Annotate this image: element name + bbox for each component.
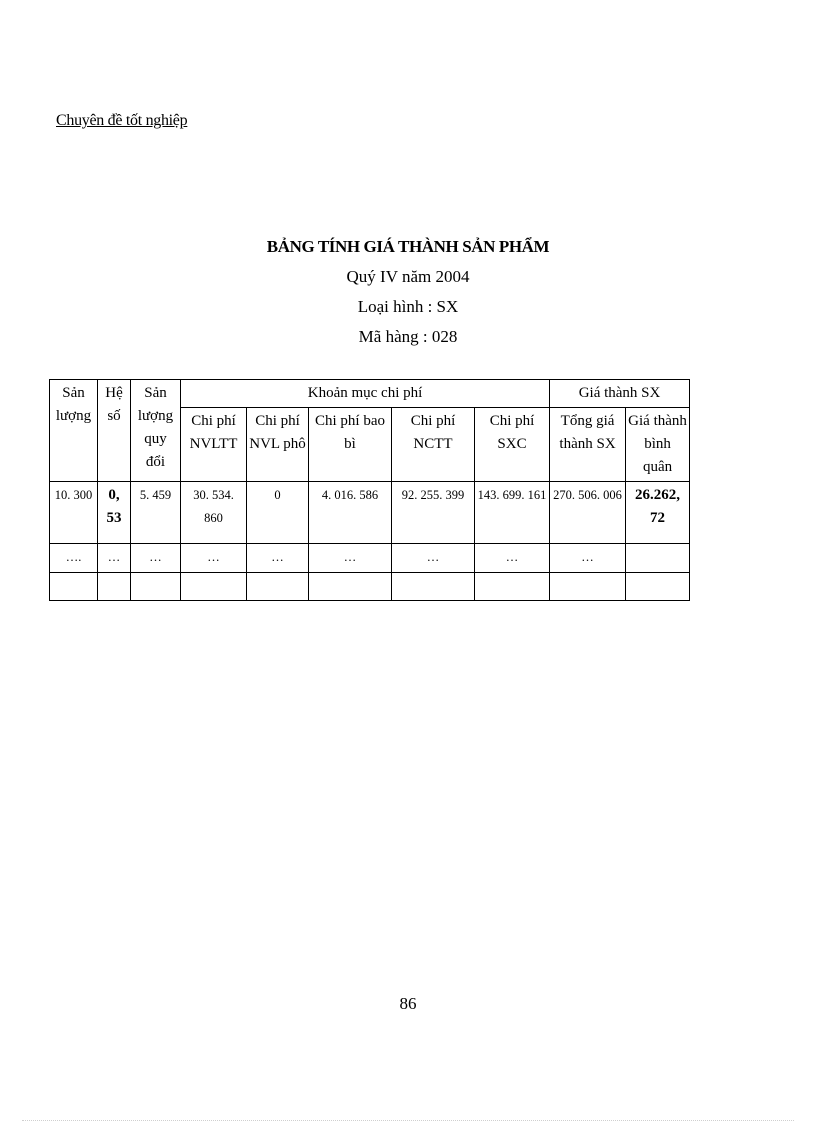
table-row (50, 573, 690, 601)
cell-tong-gia-thanh (550, 573, 626, 601)
header-bao-bi: Chi phí bao bì (309, 408, 392, 482)
header-sxc: Chi phí SXC (475, 408, 550, 482)
cost-table (49, 379, 690, 601)
cell-sxc: … (475, 544, 550, 573)
type-line: Loại hình : SX (357, 297, 459, 316)
cell-he-so: … (98, 544, 131, 573)
cell-bao-bi: … (309, 544, 392, 573)
cell-san-luong-quy-doi (131, 573, 181, 601)
cell-nvltt: … (181, 544, 247, 573)
cell-san-luong: …. (50, 544, 98, 573)
header-khoan-muc: Khoản mục chi phí (181, 380, 550, 408)
header-row-1 (50, 380, 690, 408)
header-nvl-pho: Chi phí NVL phô (247, 408, 309, 482)
page-header: Chuyên đề tốt nghiệp (56, 112, 188, 129)
cell-bao-bi (309, 573, 392, 601)
title-block (0, 232, 816, 352)
cell-nctt (392, 573, 475, 601)
header-he-so: Hệ số (98, 380, 131, 482)
code-line: Mã hàng : 028 (358, 327, 458, 346)
header-nctt: Chi phí NCTT (392, 408, 475, 482)
cell-san-luong (50, 573, 98, 601)
cell-he-so (98, 573, 131, 601)
cell-tong-gia-thanh: … (550, 544, 626, 573)
cell-san-luong-quy-doi: … (131, 544, 181, 573)
cell-nctt: … (392, 544, 475, 573)
table-row (50, 482, 690, 544)
cell-he-so: 0, 53 (98, 482, 131, 544)
table-row (50, 544, 690, 573)
cell-gia-thanh-binh-quan (626, 573, 690, 601)
cell-gia-thanh-binh-quan (626, 544, 690, 573)
document-title: BẢNG TÍNH GIÁ THÀNH SẢN PHẨM (266, 237, 550, 256)
header-gia-thanh-binh-quan: Giá thành bình quân (626, 408, 690, 482)
period-line: Quý IV năm 2004 (346, 267, 470, 286)
cell-nctt: 92. 255. 399 (392, 482, 475, 544)
header-tong-gia-thanh: Tổng giá thành SX (550, 408, 626, 482)
cell-bao-bi: 4. 016. 586 (309, 482, 392, 544)
cell-san-luong-quy-doi: 5. 459 (131, 482, 181, 544)
header-nvltt: Chi phí NVLTT (181, 408, 247, 482)
cell-nvltt: 30. 534. 860 (181, 482, 247, 544)
cell-tong-gia-thanh: 270. 506. 006 (550, 482, 626, 544)
cell-sxc: 143. 699. 161 (475, 482, 550, 544)
page-bottom-rule (22, 1120, 794, 1121)
cell-san-luong: 10. 300 (50, 482, 98, 544)
page-number: 86 (399, 994, 417, 1013)
cell-nvl-pho: … (247, 544, 309, 573)
cell-gia-thanh-binh-quan: 26.262, 72 (626, 482, 690, 544)
header-san-luong: Sản lượng (50, 380, 98, 482)
header-san-luong-quy-doi: Sản lượng quy đổi (131, 380, 181, 482)
cell-sxc (475, 573, 550, 601)
cell-nvltt (181, 573, 247, 601)
header-gia-thanh-sx: Giá thành SX (550, 380, 690, 408)
cell-nvl-pho: 0 (247, 482, 309, 544)
cell-nvl-pho (247, 573, 309, 601)
